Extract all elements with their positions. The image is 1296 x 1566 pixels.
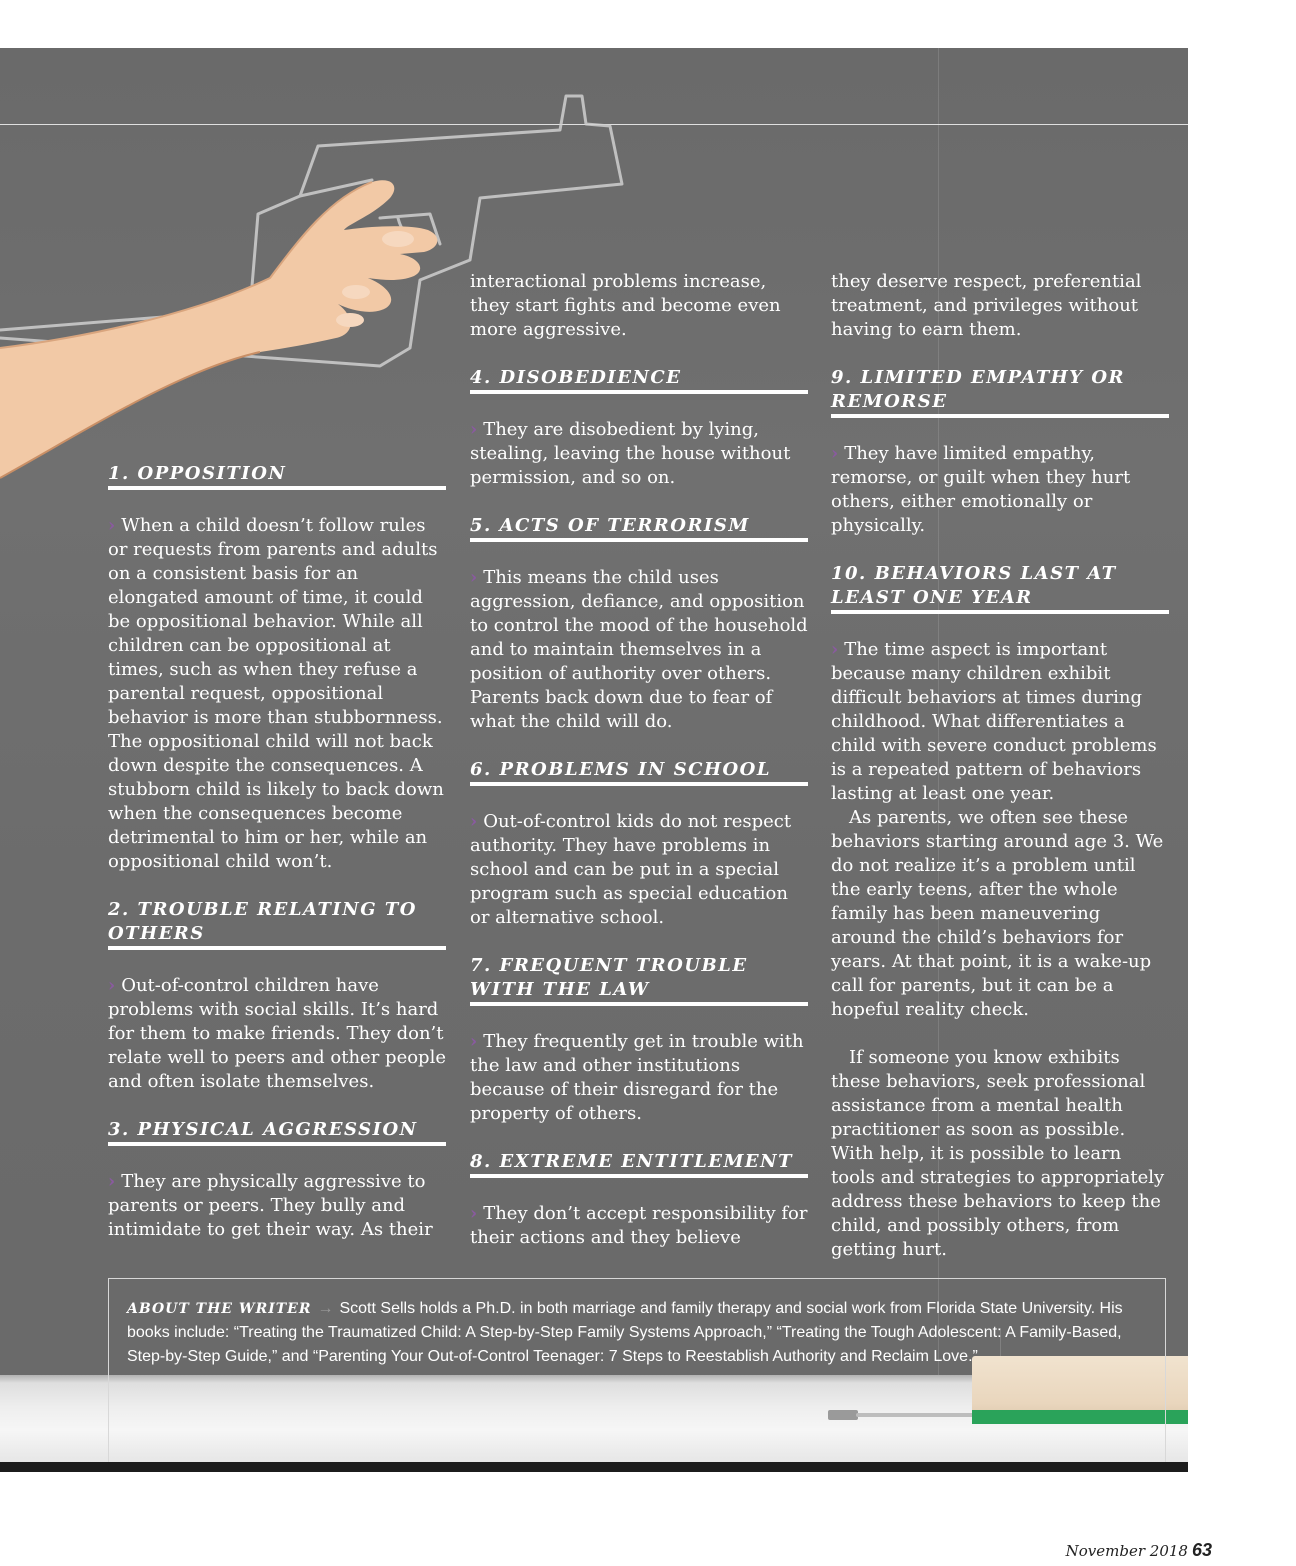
section-heading: 4. DISOBEDIENCE [470, 366, 808, 394]
about-text: Scott Sells holds a Ph.D. in both marriage and family therapy and social work from Florida State University. His books include: “Treating the Traumatized Child: A Step-by-Step Family Systems Approach,” “Treating the Tough Adolescent: A Family-Based, Step-by-Step Guide,” and “Parenting Your Out-of-Control Teenager: 7 Steps to Reestablish Authority and Reclaim Love.” [127, 1300, 1123, 1365]
arrow-right-icon: → [317, 1300, 334, 1317]
section-heading: 6. PROBLEMS IN SCHOOL [470, 758, 808, 786]
chevron-right-icon: › [108, 515, 116, 536]
about-the-writer-box [108, 1278, 1166, 1463]
section-body: › They frequently get in trouble with the law and other institutions because of their disregard for the property of others. [470, 1031, 804, 1124]
section-heading: 3. PHYSICAL AGGRESSION [108, 1118, 446, 1146]
section-heading: 2. TROUBLE RELATING TO OTHERS [108, 898, 446, 950]
page-number: 63 [1191, 1540, 1212, 1560]
chevron-right-icon: › [470, 811, 478, 832]
section-body-continued: As parents, we often see these behaviors starting around age 3. We do not realize it’s a problem until the early teens, after the whole family has been maneuvering around the child’s behaviors for years. At that point, it is a wake-up call for parents, but it can be a hopeful reality check. [831, 807, 1164, 1020]
section-body: › They have limited empathy, remorse, or guilt when they hurt others, either emotionally or physically. [831, 443, 1131, 536]
section-heading: 10. BEHAVIORS LAST AT LEAST ONE YEAR [831, 562, 1169, 614]
chevron-right-icon: › [470, 1203, 478, 1224]
chevron-right-icon: › [108, 1171, 116, 1192]
continuation-text: interactional problems increase, they start fights and become even more aggressive. [470, 271, 781, 340]
bottom-bar [0, 1462, 1188, 1472]
section-heading: 9. LIMITED EMPATHY OR REMORSE [831, 366, 1169, 418]
chevron-right-icon: › [831, 639, 839, 660]
continuation-text: they deserve respect, preferential treatment, and privileges without having to earn them. [831, 271, 1142, 340]
hand-arm-illustration [0, 180, 437, 478]
page-folio [1066, 1540, 1212, 1561]
section-body: › They are physically aggressive to parents or peers. They bully and intimidate to get their way. As their [108, 1171, 433, 1240]
section-heading: 7. FREQUENT TROUBLE WITH THE LAW [470, 954, 808, 1006]
column-2 [470, 270, 808, 1250]
chevron-right-icon: › [831, 443, 839, 464]
section-heading: 1. OPPOSITION [108, 462, 446, 490]
chevron-right-icon: › [470, 567, 478, 588]
chalkboard-background [0, 48, 1188, 1472]
chevron-right-icon: › [470, 419, 478, 440]
about-label: ABOUT THE WRITER [127, 1301, 312, 1317]
column-3 [831, 270, 1169, 1262]
section-body: › They don’t accept responsibility for their actions and they believe [470, 1203, 808, 1248]
chevron-right-icon: › [108, 975, 116, 996]
section-body: › The time aspect is important because many children exhibit difficult behaviors at times during childhood. What differentiates a child with severe conduct problems is a repeated pattern of behaviors lasting at least one year. [831, 639, 1157, 804]
issue-date: November 2018 [1065, 1542, 1188, 1560]
section-body: › Out-of-control kids do not respect authority. They have problems in school and can be put in a special program such as special education or alternative school. [470, 811, 792, 928]
section-body: › Out-of-control children have problems with social skills. It’s hard for them to make friends. They don’t relate well to peers and other people and often isolate themselves. [108, 975, 446, 1092]
section-heading: 5. ACTS OF TERRORISM [470, 514, 808, 542]
section-body: › This means the child uses aggression, defiance, and opposition to control the mood of the household and to maintain themselves in a position of authority over others. Parents back down due to fear of what the child will do. [470, 567, 808, 732]
section-body: › When a child doesn’t follow rules or requests from parents and adults on a consistent basis for an elongated amount of time, it could be oppositional behavior. While all children can be oppositional at times, such as when they refuse a parental request, oppositional behavior is more than stubbornness. The oppositional child will not back down despite the consequences. A stubborn child is likely to back down when the consequences become detrimental to him or her, while an oppositional child won’t. [108, 515, 444, 872]
section-heading: 8. EXTREME ENTITLEMENT [470, 1150, 808, 1178]
chevron-right-icon: › [470, 1031, 478, 1052]
section-body: › They are disobedient by lying, stealing, leaving the house without permission, and so on. [470, 419, 791, 488]
column-1 [108, 462, 446, 1242]
closing-paragraph: If someone you know exhibits these behaviors, seek professional assistance from a mental health practitioner as soon as possible. With help, it is possible to learn tools and strategies to appropriately address these behaviors to keep the child, and possibly others, from getting hurt. [831, 1047, 1165, 1260]
